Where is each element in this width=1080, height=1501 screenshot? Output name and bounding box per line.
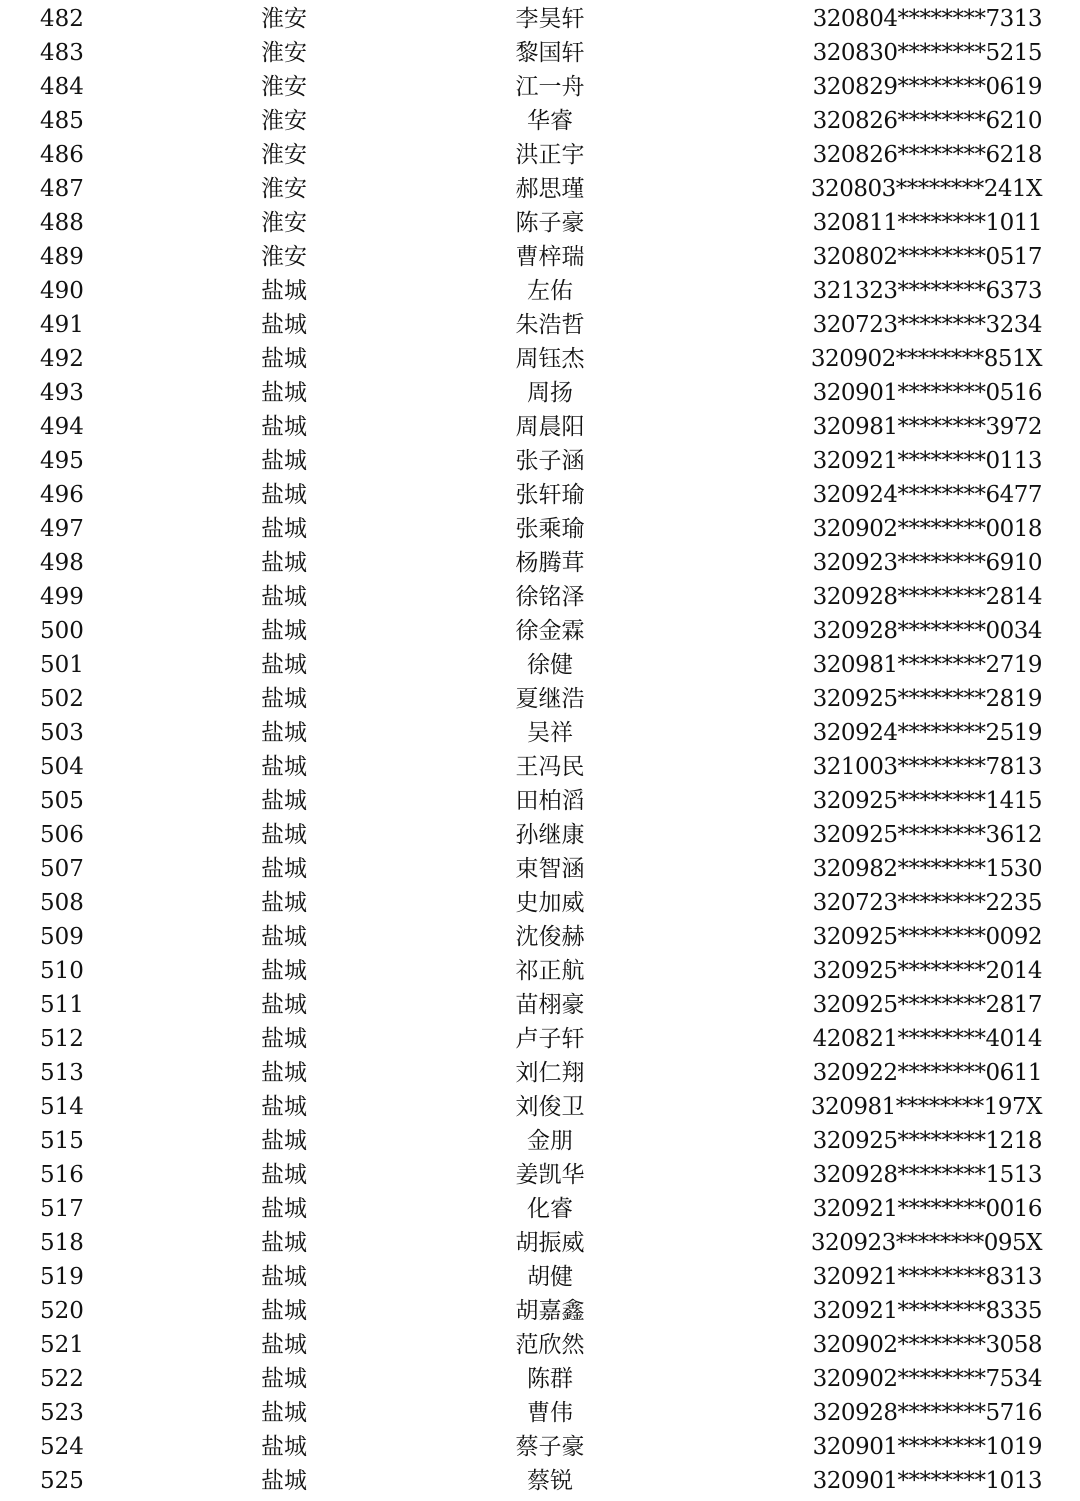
row-name: 束智涵	[515, 856, 585, 882]
row-id-number: 321003********7813	[812, 754, 1042, 780]
table-row	[0, 682, 1080, 716]
row-city: 盐城	[261, 1230, 307, 1256]
row-name: 郝思瑾	[515, 176, 585, 202]
row-id-number: 320826********6210	[812, 108, 1042, 134]
row-number: 511	[40, 992, 84, 1018]
row-number: 483	[40, 40, 84, 66]
row-id-number: 320902********7534	[812, 1366, 1042, 1392]
row-city: 盐城	[261, 482, 307, 508]
table-row	[0, 1226, 1080, 1260]
table-row	[0, 410, 1080, 444]
row-id-number: 320902********851X	[810, 346, 1042, 372]
row-city: 盐城	[261, 618, 307, 644]
table-row	[0, 784, 1080, 818]
row-city: 盐城	[261, 380, 307, 406]
row-city: 盐城	[261, 550, 307, 576]
row-city: 盐城	[261, 890, 307, 916]
row-name: 孙继康	[515, 822, 585, 848]
row-city: 盐城	[261, 992, 307, 1018]
row-id-number: 320928********1513	[812, 1162, 1042, 1188]
row-id-number: 320925********1415	[812, 788, 1042, 814]
row-name: 金朋	[527, 1128, 573, 1154]
row-id-number: 320921********0016	[812, 1196, 1042, 1222]
row-name: 周钰杰	[515, 346, 585, 372]
table-row	[0, 818, 1080, 852]
row-number: 524	[40, 1434, 84, 1460]
row-number: 489	[40, 244, 84, 270]
row-number: 491	[40, 312, 84, 338]
row-city: 盐城	[261, 516, 307, 542]
row-number: 487	[40, 176, 84, 202]
table-row	[0, 274, 1080, 308]
table-row	[0, 444, 1080, 478]
row-id-number: 320901********0516	[812, 380, 1042, 406]
row-city: 盐城	[261, 414, 307, 440]
row-city: 盐城	[261, 1468, 307, 1494]
row-number: 510	[40, 958, 84, 984]
table-row	[0, 104, 1080, 138]
row-city: 淮安	[261, 108, 307, 134]
row-id-number: 320925********3612	[812, 822, 1042, 848]
table-row	[0, 1260, 1080, 1294]
row-id-number: 320921********8335	[812, 1298, 1042, 1324]
row-name: 胡健	[527, 1264, 573, 1290]
row-id-number: 320811********1011	[812, 210, 1042, 236]
row-id-number: 320901********1013	[812, 1468, 1042, 1494]
table-row	[0, 614, 1080, 648]
row-number: 514	[40, 1094, 84, 1120]
row-id-number: 320723********3234	[812, 312, 1042, 338]
row-city: 盐城	[261, 584, 307, 610]
table-row	[0, 206, 1080, 240]
row-id-number: 320981********2719	[812, 652, 1042, 678]
row-number: 501	[40, 652, 84, 678]
row-city: 淮安	[261, 210, 307, 236]
row-id-number: 320925********2014	[812, 958, 1042, 984]
roster-table	[0, 2, 1080, 1498]
table-row	[0, 954, 1080, 988]
table-row	[0, 580, 1080, 614]
row-number: 525	[40, 1468, 84, 1494]
row-number: 485	[40, 108, 84, 134]
row-city: 盐城	[261, 1264, 307, 1290]
row-name: 周扬	[527, 380, 573, 406]
row-id-number: 320804********7313	[812, 6, 1042, 32]
row-number: 505	[40, 788, 84, 814]
row-number: 499	[40, 584, 84, 610]
row-city: 淮安	[261, 142, 307, 168]
row-id-number: 320925********2817	[812, 992, 1042, 1018]
row-number: 506	[40, 822, 84, 848]
row-name: 张乘瑜	[515, 516, 585, 542]
table-row	[0, 1090, 1080, 1124]
row-city: 盐城	[261, 278, 307, 304]
row-number: 517	[40, 1196, 84, 1222]
table-row	[0, 2, 1080, 36]
table-row	[0, 512, 1080, 546]
table-row	[0, 1294, 1080, 1328]
row-city: 盐城	[261, 822, 307, 848]
row-name: 曹梓瑞	[515, 244, 585, 270]
row-name: 杨腾茸	[515, 550, 585, 576]
row-number: 507	[40, 856, 84, 882]
table-row	[0, 36, 1080, 70]
row-city: 盐城	[261, 1162, 307, 1188]
row-city: 淮安	[261, 176, 307, 202]
row-id-number: 320921********0113	[812, 448, 1042, 474]
table-row	[0, 648, 1080, 682]
row-name: 祁正航	[515, 958, 585, 984]
row-name: 张子涵	[515, 448, 585, 474]
row-number: 496	[40, 482, 84, 508]
row-id-number: 320928********2814	[812, 584, 1042, 610]
row-number: 520	[40, 1298, 84, 1324]
row-number: 484	[40, 74, 84, 100]
row-id-number: 320829********0619	[812, 74, 1042, 100]
row-id-number: 320830********5215	[812, 40, 1042, 66]
row-id-number: 320723********2235	[812, 890, 1042, 916]
table-row	[0, 886, 1080, 920]
row-city: 淮安	[261, 74, 307, 100]
row-name: 徐金霖	[515, 618, 585, 644]
row-id-number: 320923********095X	[810, 1230, 1042, 1256]
table-row	[0, 70, 1080, 104]
row-number: 495	[40, 448, 84, 474]
row-city: 盐城	[261, 788, 307, 814]
row-id-number: 320923********6910	[812, 550, 1042, 576]
row-id-number: 321323********6373	[812, 278, 1042, 304]
row-name: 姜凯华	[515, 1162, 585, 1188]
row-number: 503	[40, 720, 84, 746]
row-city: 盐城	[261, 312, 307, 338]
row-id-number: 320925********2819	[812, 686, 1042, 712]
row-city: 盐城	[261, 1128, 307, 1154]
row-city: 盐城	[261, 754, 307, 780]
row-name: 李昊轩	[515, 6, 585, 32]
table-row	[0, 1022, 1080, 1056]
table-row	[0, 750, 1080, 784]
row-name: 胡振威	[515, 1230, 585, 1256]
table-row	[0, 546, 1080, 580]
row-name: 刘俊卫	[515, 1094, 585, 1120]
table-row	[0, 342, 1080, 376]
row-name: 华睿	[527, 108, 573, 134]
row-name: 史加威	[515, 890, 585, 916]
row-city: 盐城	[261, 1434, 307, 1460]
row-name: 徐铭泽	[515, 584, 585, 610]
row-number: 493	[40, 380, 84, 406]
row-name: 蔡子豪	[515, 1434, 585, 1460]
row-id-number: 320928********0034	[812, 618, 1042, 644]
row-city: 盐城	[261, 924, 307, 950]
row-number: 515	[40, 1128, 84, 1154]
row-name: 张轩瑜	[515, 482, 585, 508]
table-row	[0, 1056, 1080, 1090]
row-name: 朱浩哲	[515, 312, 585, 338]
row-number: 482	[40, 6, 84, 32]
table-row	[0, 1158, 1080, 1192]
table-row	[0, 478, 1080, 512]
row-id-number: 320922********0611	[812, 1060, 1042, 1086]
row-city: 盐城	[261, 1298, 307, 1324]
row-id-number: 320982********1530	[812, 856, 1042, 882]
row-id-number: 320981********197X	[810, 1094, 1042, 1120]
table-row	[0, 1396, 1080, 1430]
row-number: 523	[40, 1400, 84, 1426]
table-row	[0, 1124, 1080, 1158]
row-number: 509	[40, 924, 84, 950]
row-name: 曹伟	[527, 1400, 573, 1426]
table-row	[0, 1362, 1080, 1396]
row-number: 512	[40, 1026, 84, 1052]
row-number: 504	[40, 754, 84, 780]
table-row	[0, 376, 1080, 410]
row-city: 盐城	[261, 1400, 307, 1426]
row-number: 498	[40, 550, 84, 576]
row-number: 522	[40, 1366, 84, 1392]
row-id-number: 320925********1218	[812, 1128, 1042, 1154]
row-id-number: 320901********1019	[812, 1434, 1042, 1460]
row-name: 左佑	[527, 278, 573, 304]
row-name: 黎国轩	[515, 40, 585, 66]
row-id-number: 320981********3972	[812, 414, 1042, 440]
table-row	[0, 1464, 1080, 1498]
row-id-number: 320803********241X	[810, 176, 1042, 202]
row-id-number: 320902********0018	[812, 516, 1042, 542]
row-number: 497	[40, 516, 84, 542]
row-number: 488	[40, 210, 84, 236]
table-row	[0, 716, 1080, 750]
row-name: 陈群	[527, 1366, 573, 1392]
row-city: 盐城	[261, 856, 307, 882]
row-name: 沈俊赫	[515, 924, 585, 950]
row-number: 513	[40, 1060, 84, 1086]
row-name: 范欣然	[515, 1332, 585, 1358]
row-name: 夏继浩	[515, 686, 585, 712]
row-name: 刘仁翔	[515, 1060, 585, 1086]
row-city: 盐城	[261, 1196, 307, 1222]
row-name: 吴祥	[527, 720, 573, 746]
row-number: 521	[40, 1332, 84, 1358]
table-row	[0, 138, 1080, 172]
row-city: 淮安	[261, 244, 307, 270]
row-name: 王冯民	[515, 754, 585, 780]
table-row	[0, 1328, 1080, 1362]
row-name: 卢子轩	[515, 1026, 585, 1052]
table-row	[0, 852, 1080, 886]
row-name: 江一舟	[515, 74, 585, 100]
row-number: 502	[40, 686, 84, 712]
row-city: 盐城	[261, 720, 307, 746]
table-row	[0, 1192, 1080, 1226]
row-city: 盐城	[261, 652, 307, 678]
row-city: 淮安	[261, 40, 307, 66]
row-id-number: 320902********3058	[812, 1332, 1042, 1358]
row-city: 盐城	[261, 1332, 307, 1358]
row-id-number: 320802********0517	[812, 244, 1042, 270]
row-name: 苗栩豪	[515, 992, 585, 1018]
table-row	[0, 308, 1080, 342]
row-id-number: 320924********6477	[812, 482, 1042, 508]
row-number: 500	[40, 618, 84, 644]
row-name: 陈子豪	[515, 210, 585, 236]
row-number: 519	[40, 1264, 84, 1290]
row-name: 田柏滔	[515, 788, 585, 814]
row-city: 盐城	[261, 1366, 307, 1392]
row-number: 492	[40, 346, 84, 372]
row-city: 盐城	[261, 448, 307, 474]
row-city: 盐城	[261, 1026, 307, 1052]
row-city: 盐城	[261, 1094, 307, 1120]
row-number: 494	[40, 414, 84, 440]
row-name: 洪正宇	[515, 142, 585, 168]
row-number: 516	[40, 1162, 84, 1188]
row-number: 508	[40, 890, 84, 916]
row-city: 淮安	[261, 6, 307, 32]
table-row	[0, 988, 1080, 1022]
row-id-number: 320925********0092	[812, 924, 1042, 950]
row-city: 盐城	[261, 346, 307, 372]
row-number: 490	[40, 278, 84, 304]
table-row	[0, 920, 1080, 954]
row-id-number: 420821********4014	[812, 1026, 1042, 1052]
row-id-number: 320921********8313	[812, 1264, 1042, 1290]
row-id-number: 320928********5716	[812, 1400, 1042, 1426]
row-name: 胡嘉鑫	[515, 1298, 585, 1324]
row-city: 盐城	[261, 1060, 307, 1086]
row-name: 周晨阳	[515, 414, 585, 440]
row-city: 盐城	[261, 686, 307, 712]
row-name: 徐健	[527, 652, 573, 678]
table-row	[0, 240, 1080, 274]
table-row	[0, 172, 1080, 206]
table-row	[0, 1430, 1080, 1464]
row-number: 518	[40, 1230, 84, 1256]
row-name: 蔡锐	[527, 1468, 573, 1494]
row-id-number: 320924********2519	[812, 720, 1042, 746]
row-city: 盐城	[261, 958, 307, 984]
row-id-number: 320826********6218	[812, 142, 1042, 168]
row-name: 化睿	[527, 1196, 573, 1222]
row-number: 486	[40, 142, 84, 168]
